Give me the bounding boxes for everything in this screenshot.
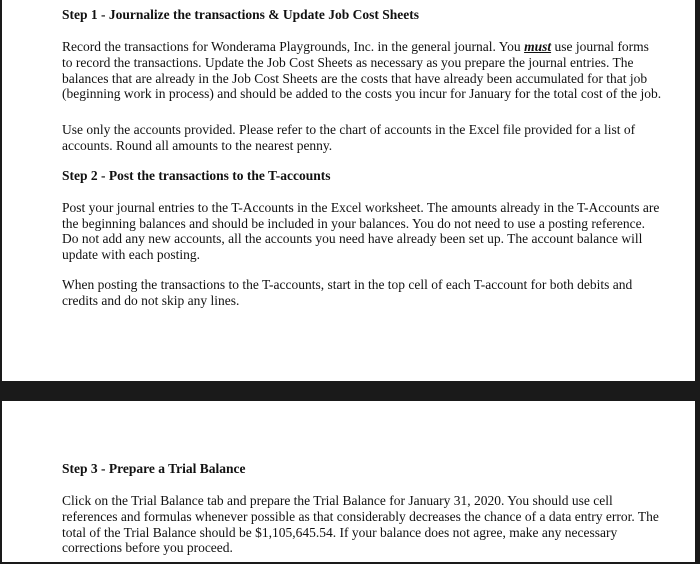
step-1-paragraph-1 xyxy=(62,39,662,102)
instructions-section-2 xyxy=(62,460,662,556)
step-1-paragraph-1-start: Record the transactions for Wonderama Playgrounds, Inc. in the general journal. You xyxy=(62,39,525,54)
step-1-paragraph-1-end: use journal forms to record the transactions. Update the Job Cost Sheets as necessary as you prepare the journal entries. The balances that are already in the Job Cost Sheets are the costs that have already been accumulated for that job (beginning work in process) and should be added to the costs you incur for January for the total cost of the job. xyxy=(62,39,662,102)
step-2-paragraph-2: When posting the transactions to the T-accounts, start in the top cell of each T-account for both debits and credits and do not skip any lines. xyxy=(62,276,633,308)
step-3-heading: Step 3 - Prepare a Trial Balance xyxy=(62,461,246,476)
step-1-heading: Step 1 - Journalize the transactions & Update Job Cost Sheets xyxy=(62,7,419,22)
step-2-paragraph-1: Post your journal entries to the T-Accounts in the Excel worksheet. The amounts already in the T-Accounts are the beginning balances and should be included in your balances. You do not need to use a posting reference. Do not add any new accounts, all the accounts you need have already been set up. The account balance will update with each posting. xyxy=(62,199,660,263)
instructions-section-1 xyxy=(62,6,662,309)
page-divider xyxy=(2,381,700,401)
step-1-paragraph-2: Use only the accounts provided. Please refer to the chart of accounts in the Excel file provided for a list of accounts. Round all amounts to the nearest penny. xyxy=(62,122,636,153)
step-3-paragraph-1: Click on the Trial Balance tab and prepare the Trial Balance for January 31, 2020. You should use cell references and formulas whenever possible as that considerably decreases the chance of a data entry error. The total of the Trial Balance should be $1,105,645.54. If your balance does not agree, make any necessary corrections before you proceed. xyxy=(62,493,659,556)
step-2-heading: Step 2 - Post the transactions to the T-accounts xyxy=(62,167,331,183)
must-emphasis: must xyxy=(524,39,552,54)
